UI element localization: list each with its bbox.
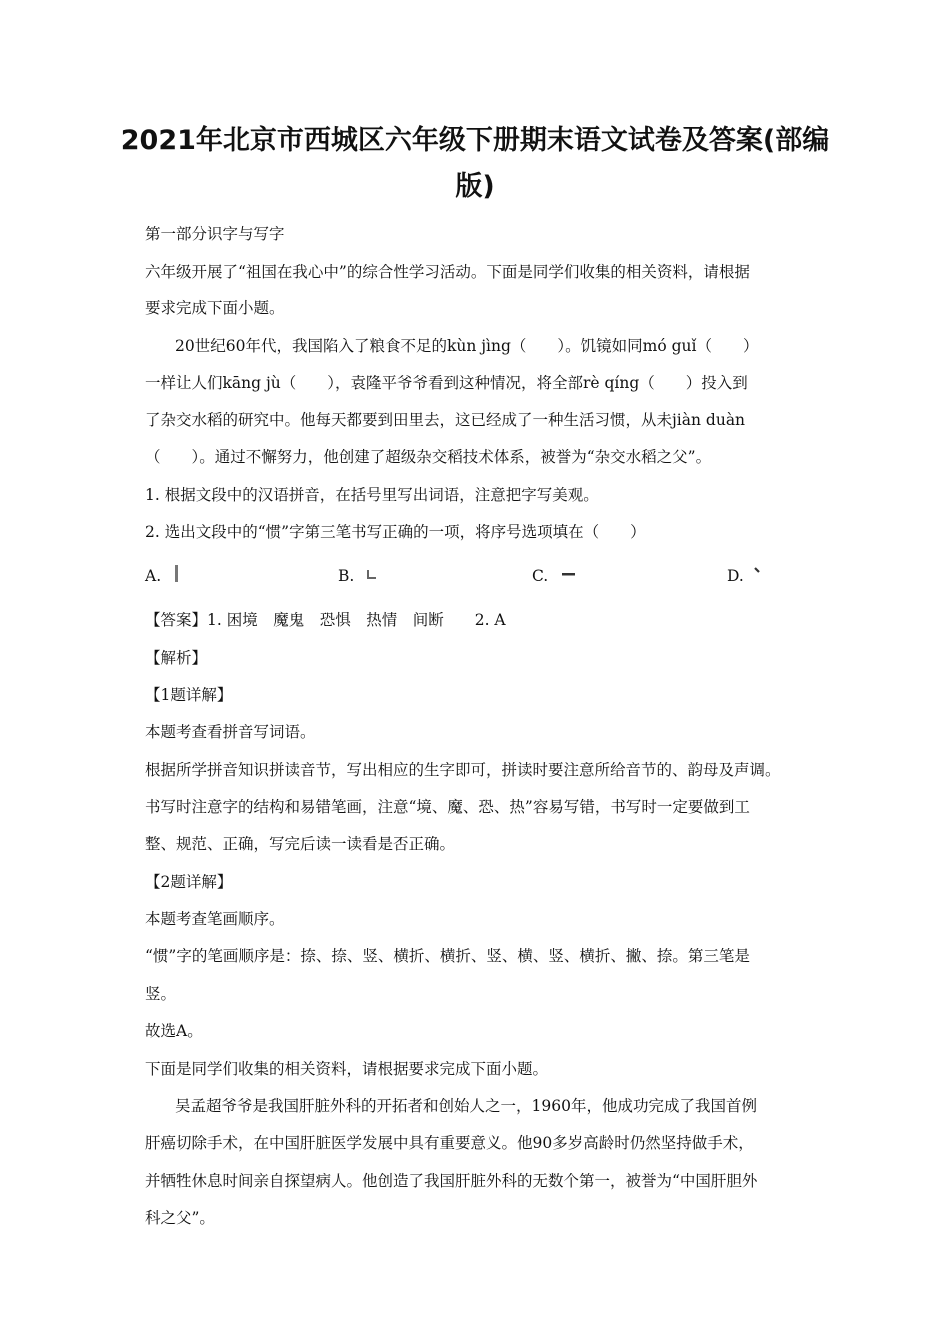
question-1: 1. 根据文段中的汉语拼音，在括号里写出词语，注意把字写美观。 [145,486,599,504]
paragraph-line: 要求完成下面小题。 [145,299,285,317]
vertical-bend-stroke-icon [365,568,379,582]
answer-line: 【答案】1. 困境 魔鬼 恐惧 热情 间断 2. A [145,611,506,629]
option-d-label: D. [727,567,744,585]
question-2: 2. 选出文段中的“惯”字第三笔书写正确的一项，将序号选项填在（ ） [145,523,646,541]
explanation-line: “惯”字的笔画顺序是：捺、捺、竖、横折、横折、竖、横、竖、横折、撇、捺。第三笔是 [145,947,750,965]
document-title [110,118,840,210]
explanation-line: 书写时注意字的结构和易错笔画，注意“境、魔、恐、热”容易写错，书写时一定要做到工 [145,798,750,816]
option-c-label: C. [532,567,549,585]
explanation-line: 竖。 [145,985,177,1003]
option-a [145,566,161,586]
title-line-1: 2021年北京市西城区六年级下册期末语文试卷及答案(部编 [120,125,830,156]
passage-line: 科之父”。 [145,1209,215,1227]
option-b [338,566,354,586]
explanation-line: 本题考查笔画顺序。 [145,910,285,928]
passage-line: （ ）。通过不懈努力，他创建了超级杂交稻技术体系，被誉为“杂交水稻之父”。 [145,448,712,466]
passage-line: 了杂交水稻的研究中。他每天都要到田里去，这已经成了一种生活习惯，从未jiàn duàn [145,411,746,429]
paragraph-line: 下面是同学们收集的相关资料，请根据要求完成下面小题。 [145,1060,549,1078]
passage-line: 并牺牲休息时间亲自探望病人。他创造了我国肝脏外科的无数个第一，被誉为“中国肝胆外 [145,1172,758,1190]
detail-heading-1: 【1题详解】 [145,686,233,704]
detail-heading-2: 【2题详解】 [145,873,233,891]
passage-line: 肝癌切除手术，在中国肝脏医学发展中具有重要意义。他90多岁高龄时仍然坚持做手术， [145,1134,754,1152]
passage-line: 吴孟超爷爷是我国肝脏外科的开拓者和创始人之一，1960年，他成功完成了我国首例 [175,1097,757,1115]
option-d [727,566,744,586]
section-heading: 第一部分识字与写字 [145,225,285,243]
passage-line: 20世纪60年代，我国陷入了粮食不足的kùn jìng（ ）。饥镜如同mó guǐ（ ） [175,337,759,355]
analysis-heading: 【解析】 [145,649,208,667]
dot-stroke-icon [753,566,763,576]
passage-line: 一样让人们kāng jù（ ），袁隆平爷爷看到这种情况，将全部rè qíng（ ）投入到 [145,374,748,392]
explanation-line: 根据所学拼音知识拼读音节，写出相应的生字即可，拼读时要注意所给音节的、韵母及声调。 [145,761,781,779]
paragraph-line: 六年级开展了“祖国在我心中”的综合性学习活动。下面是同学们收集的相关资料，请根据 [145,263,750,281]
option-b-label: B. [338,567,355,585]
vertical-stroke-icon [172,564,182,584]
horizontal-stroke-icon [560,568,578,580]
option-a-label: A. [145,567,162,585]
explanation-line: 整、规范、正确，写完后读一读看是否正确。 [145,835,456,853]
title-line-2: 版) [455,171,495,202]
explanation-line: 故选A。 [145,1022,203,1040]
explanation-line: 本题考查看拼音写词语。 [145,723,316,741]
option-c [532,566,548,586]
